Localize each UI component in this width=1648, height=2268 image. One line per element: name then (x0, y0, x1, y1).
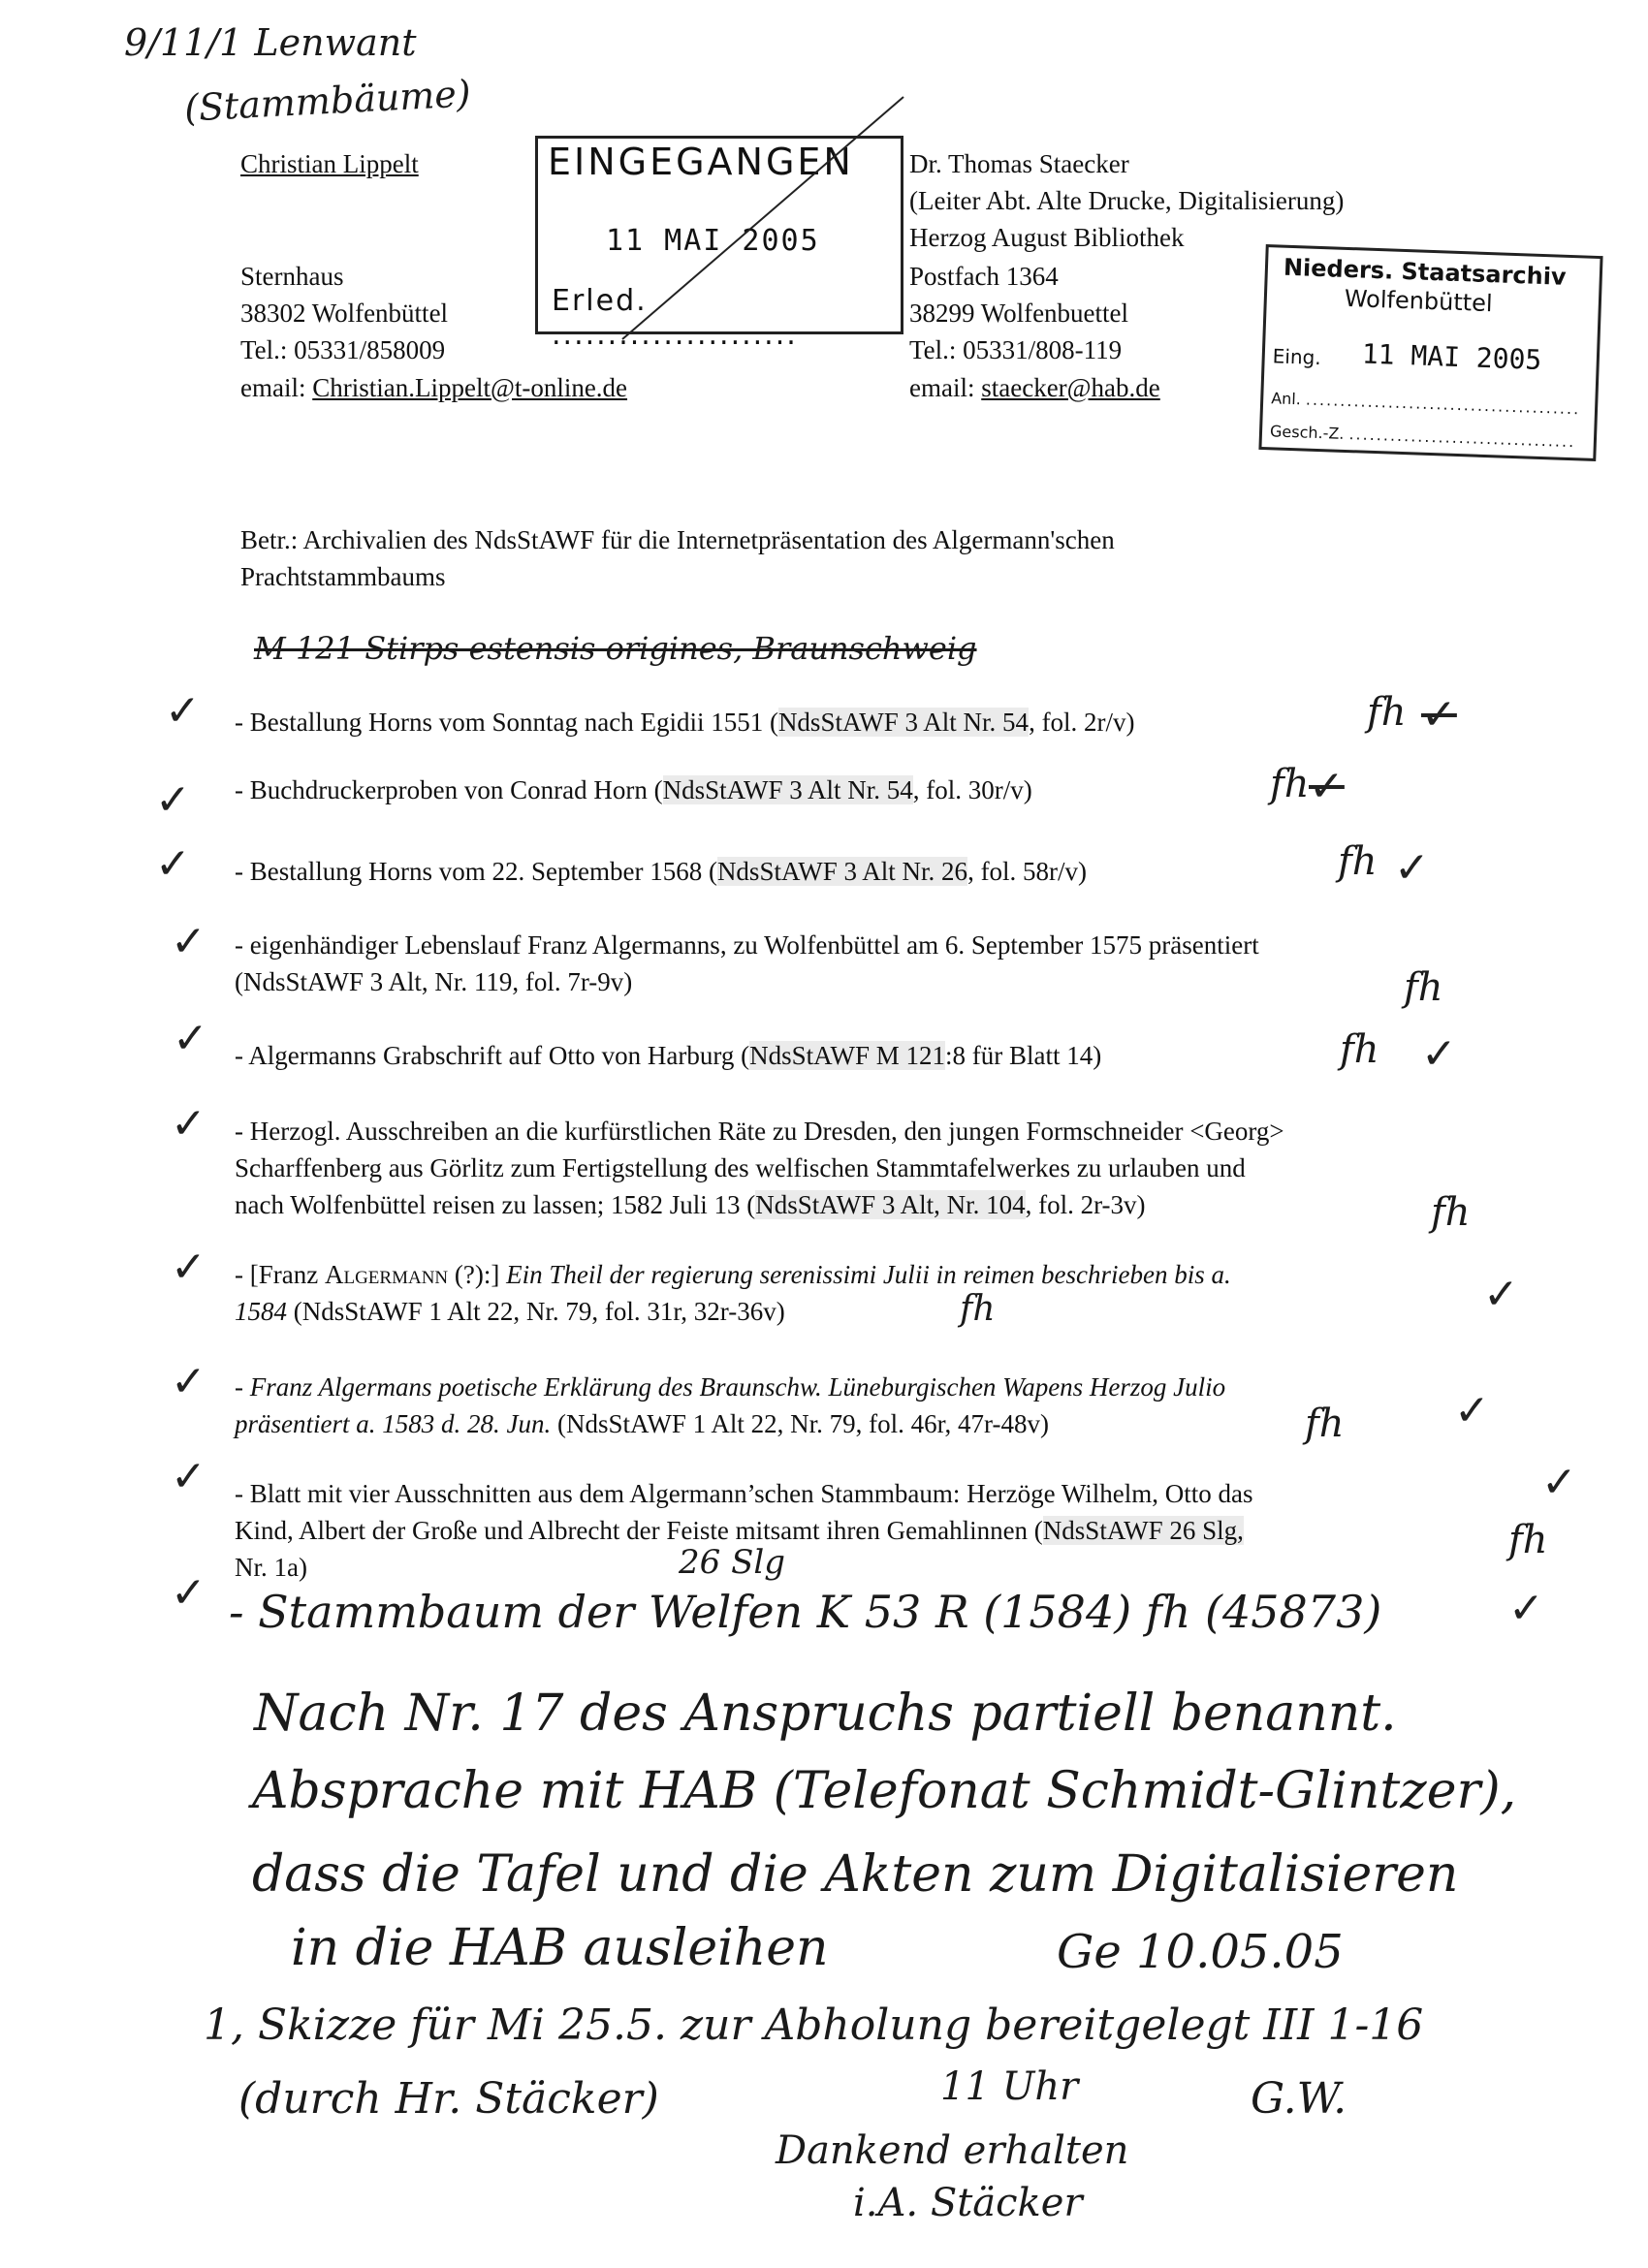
handwritten-note-3: dass die Tafel und die Akten zum Digitalisieren (252, 1845, 1459, 1904)
received-stamp-title: EINGEGANGEN (548, 141, 854, 183)
list-item: - Bestallung Horns vom Sonntag nach Egidii 1551 (NdsStAWF 3 Alt Nr. 54, fol. 2r/v) (235, 708, 1135, 737)
sender-address-2: 38302 Wolfenbüttel (240, 299, 449, 328)
recipient-name: Dr. Thomas Staecker (909, 149, 1129, 178)
checkmark-icon: ✓ (171, 1452, 206, 1501)
checkmark-icon: ✓ (171, 1568, 206, 1618)
item-note: fh (960, 1289, 996, 1329)
recipient-phone: Tel.: 05331/808-119 (909, 335, 1123, 364)
archive-stamp-anl-label: Anl. ........................................ (1270, 389, 1581, 419)
recipient-city: 38299 Wolfenbuettel (909, 299, 1129, 328)
item-note: fh (1367, 690, 1407, 735)
sender-phone: Tel.: 05331/858009 (240, 335, 446, 364)
received-stamp (535, 136, 903, 352)
handwritten-signature-right: G.W. (1251, 2074, 1347, 2124)
sender-address-1: Sternhaus (240, 262, 344, 291)
handwritten-received-2: i.A. Stäcker (853, 2181, 1083, 2225)
handwritten-note-2: Absprache mit HAB (Telefonat Schmidt-Glintzer), (252, 1762, 1517, 1820)
checkmark-icon: ✓ (173, 1014, 208, 1063)
checkmark-icon: ✓ (1508, 1584, 1544, 1633)
list-item: - Buchdruckerproben von Conrad Horn (NdsStAWF 3 Alt Nr. 54, fol. 30r/v) (235, 775, 1032, 804)
subject-line-1: Betr.: Archivalien des NdsStAWF für die Internetpräsentation des Algermann'schen (240, 525, 1115, 554)
stamp-slash-line (535, 136, 903, 334)
checkmark-icon: ✓ (1421, 1029, 1457, 1079)
sender-email-line (240, 369, 627, 406)
list-item: - [Franz Algermann (?):] Ein Theil der regierung serenissimi Julii in reimen beschrieben bis a. 1584 (NdsStAWF 1 Alt 22, Nr. 79, fol. 31r, 32r-36v) (235, 1260, 1231, 1326)
item-note: fh (1340, 1027, 1379, 1072)
received-stamp-erled: Erled. ...................... (552, 284, 798, 352)
checkmark-icon: ✓ (171, 1357, 206, 1406)
handwritten-note-4: in die HAB ausleihen (291, 1919, 829, 1977)
recipient-role: (Leiter Abt. Alte Drucke, Digitalisierung) (909, 186, 1345, 215)
received-stamp-date: 11 MAI 2005 (606, 224, 820, 258)
handwritten-footer-1b: 11 Uhr (940, 2064, 1079, 2109)
handwritten-footer-2: (durch Hr. Stäcker) (238, 2074, 659, 2124)
struck-handwritten-line: M 121 Stirps estensis origines, Braunschweig (254, 630, 977, 667)
item-note: fh (1431, 1190, 1471, 1235)
archive-stamp-place: Wolfenbüttel (1344, 284, 1494, 318)
item-note: fh (1404, 965, 1443, 1010)
handwritten-slg: 26 Slg (679, 1543, 786, 1582)
checkmark-icon: ✓ (165, 686, 201, 736)
checkmark-icon: ✓ (155, 839, 191, 889)
handwritten-top-note (124, 21, 417, 64)
checkmark-icon: ✓ (1421, 690, 1457, 740)
sender-email-label: email: (240, 373, 306, 402)
item-note: fh (1508, 1518, 1548, 1562)
recipient-email-label: email: (909, 373, 975, 402)
list-item: - Algermanns Grabschrift auf Otto von Harburg (NdsStAWF M 121:8 für Blatt 14) (235, 1041, 1102, 1070)
list-item: - eigenhändiger Lebenslauf Franz Algermanns, zu Wolfenbüttel am 6. September 1575 präsentiert (NdsStAWF 3 Alt, Nr. 119, fol. 7r-9v) (235, 930, 1259, 996)
handwritten-stammbaum-line: - Stammbaum der Welfen K 53 R (1584) fh (45873) (229, 1586, 1382, 1638)
handwritten-top-line2: (Stammbäume) (183, 72, 472, 130)
archive-stamp-title: Nieders. Staatsarchiv (1283, 253, 1568, 291)
sender-name: Christian Lippelt (240, 149, 419, 178)
handwritten-note-1: Nach Nr. 17 des Anspruchs partiell benannt. (254, 1685, 1397, 1743)
handwritten-received-1: Dankend erhalten (776, 2128, 1129, 2173)
handwritten-top-line1: 9/11/1 Lenwant (124, 21, 417, 64)
recipient-email-link[interactable]: staecker@hab.de (981, 373, 1160, 402)
checkmark-icon: ✓ (171, 917, 206, 966)
subject-line-2: Prachtstammbaums (240, 562, 446, 591)
archive-stamp-date: 11 MAI 2005 (1361, 337, 1542, 376)
archive-stamp-gesch-label: Gesch.-Z. ................................. (1269, 422, 1576, 452)
item-note: fh (1338, 839, 1378, 884)
list-item: - Bestallung Horns vom 22. September 1568 (NdsStAWF 3 Alt Nr. 26, fol. 58r/v) (235, 857, 1088, 886)
list-item: - Herzogl. Ausschreiben an die kurfürstlichen Räte zu Dresden, den jungen Formschneider <Georg> Scharffenberg aus Görlitz zum Fertigstellung des welfischen Stammtafelwerkes zu urlauben und nach Wolfenbüttel reisen zu lassen; 1582 Juli 13 (NdsStAWF 3 Alt, Nr. 104, fol. 2r-3v) (235, 1117, 1284, 1219)
recipient-postbox: Postfach 1364 (909, 262, 1059, 291)
checkmark-icon: ✓ (1541, 1458, 1577, 1507)
handwritten-top-note-2 (183, 72, 472, 129)
item-note: fh (1270, 762, 1310, 806)
handwritten-initials-date: Ge 10.05.05 (1057, 1925, 1344, 1979)
list-item: - Franz Algermans poetische Erklärung des Braunschw. Lüneburgischen Wapens Herzog Julio präsentiert a. 1583 d. 28. Jun. (NdsStAWF 1 Alt 22, Nr. 79, fol. 46r, 47r-48v) (235, 1372, 1226, 1438)
checkmark-icon: ✓ (155, 775, 191, 825)
checkmark-icon: ✓ (1394, 843, 1430, 893)
checkmark-icon: ✓ (1454, 1386, 1490, 1435)
checkmark-icon: ✓ (171, 1099, 206, 1149)
sender-email-link[interactable]: Christian.Lippelt@t-online.de (312, 373, 628, 402)
recipient-institution: Herzog August Bibliothek (909, 223, 1185, 252)
archive-stamp (1258, 244, 1602, 461)
recipient-email-line (909, 369, 1160, 406)
handwritten-footer-1: 1, Skizze für Mi 25.5. zur Abholung bereitgelegt III 1-16 (204, 2000, 1424, 2050)
archive-stamp-eing-label: Eing. (1272, 344, 1322, 370)
checkmark-icon: ✓ (171, 1243, 206, 1292)
checkmark-icon: ✓ (1309, 762, 1345, 811)
checkmark-icon: ✓ (1483, 1270, 1519, 1319)
list-item: - Blatt mit vier Ausschnitten aus dem Algermann’schen Stammbaum: Herzöge Wilhelm, Otto das Kind, Albert der Große und Albrecht der Feiste mitsamt ihren Gemahlinnen (NdsStAWF 26 Slg, Nr. 1a) (235, 1479, 1253, 1582)
item-note: fh (1305, 1402, 1345, 1446)
